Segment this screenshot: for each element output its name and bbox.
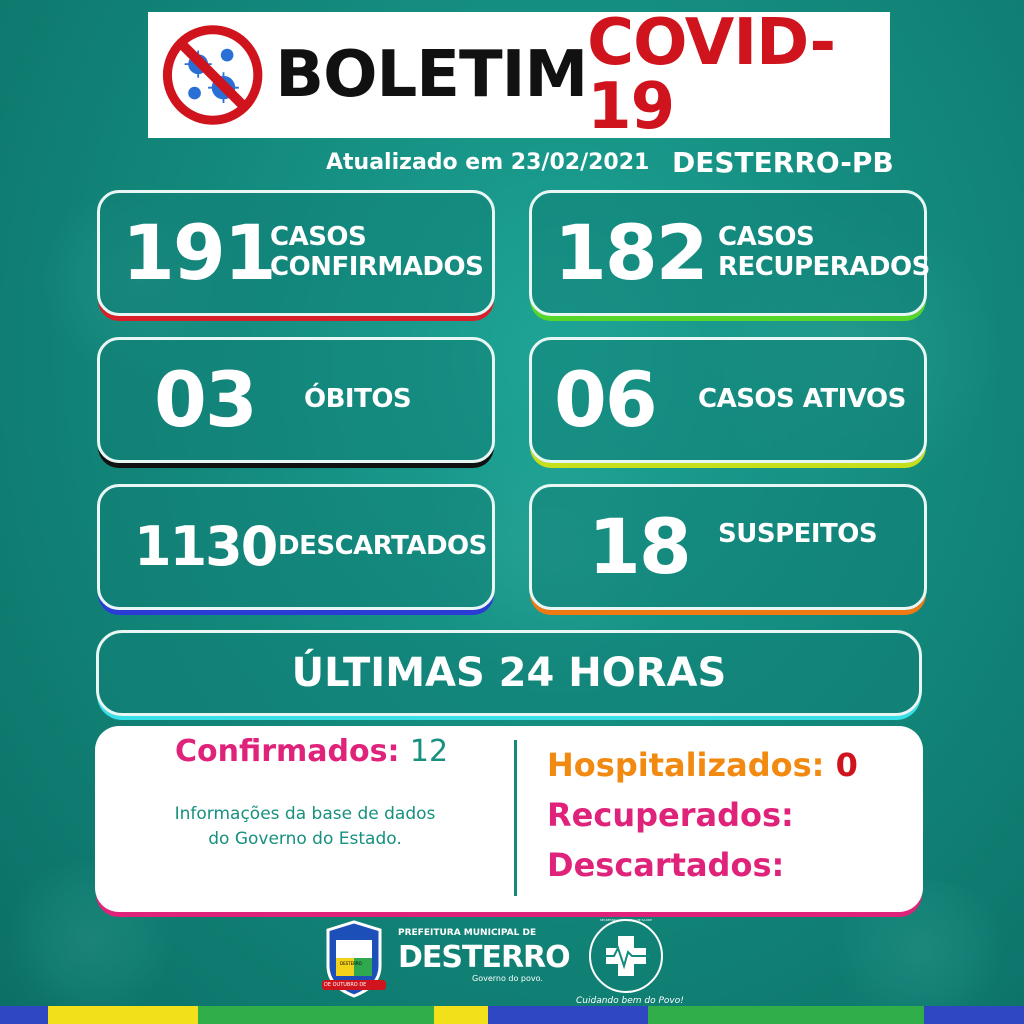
- card-deaths: [97, 337, 495, 463]
- suspects-label: SUSPEITOS: [718, 519, 878, 550]
- updated-date: Atualizado em 23/02/2021: [326, 150, 650, 175]
- hospitalized-label: Hospitalizados:: [547, 746, 825, 784]
- title-boletim: BOLETIM: [275, 38, 588, 112]
- secretaria-tagline: Cuidando bem do Povo!: [576, 996, 684, 1006]
- data-source-note: [135, 802, 475, 851]
- hospitalized-24h: [547, 746, 858, 784]
- confirmed-24h-label: Confirmados:: [175, 734, 400, 769]
- card-discarded: [97, 484, 495, 610]
- suspects-value: 18: [588, 502, 690, 591]
- municipal-crest-icon: [318, 920, 390, 1000]
- active-label: CASOS ATIVOS: [698, 384, 906, 415]
- active-value: 06: [554, 355, 656, 444]
- prefeitura-logo: [318, 920, 570, 1000]
- health-cross-icon: [580, 916, 672, 998]
- footer-stripe-yellow: [48, 1006, 198, 1024]
- confirmed-24h-value: 12: [409, 734, 449, 769]
- deaths-value: 03: [154, 355, 256, 444]
- footer-stripe-yellow: [434, 1006, 488, 1024]
- confirmed-label-line1: CASOS: [270, 222, 367, 253]
- secretaria-saude-logo: [576, 916, 684, 1008]
- card-confirmed: [97, 190, 495, 316]
- recovered-value: 182: [554, 208, 707, 297]
- prefeitura-line1: PREFEITURA MUNICIPAL DE: [398, 928, 537, 938]
- discarded-label: DESCARTADOS: [278, 531, 487, 562]
- footer-stripe-blue: [488, 1006, 648, 1024]
- recovered-label-line1: CASOS: [718, 222, 815, 253]
- confirmed-value: 191: [122, 208, 275, 297]
- header-banner: [148, 6, 890, 144]
- no-virus-icon: [162, 19, 263, 131]
- card-suspects: [529, 484, 927, 610]
- hospitalized-value: 0: [835, 746, 858, 784]
- crest-banner-text: DE OUTUBRO DE: [324, 982, 367, 988]
- footer-stripe-blue: [924, 1006, 1024, 1024]
- prefeitura-line2: DESTERRO: [398, 940, 570, 975]
- recovered-label: [718, 223, 930, 283]
- prefeitura-line3: Governo do povo.: [472, 974, 543, 983]
- city-name: DESTERRO-PB: [672, 146, 894, 179]
- secretaria-ring-text: SECRETARIA MUNICIPAL DE SAÚDE: [599, 918, 653, 922]
- data-source-line2: do Governo do Estado.: [208, 828, 402, 849]
- discarded-value: 1130: [134, 515, 277, 578]
- confirmed-label: [270, 223, 483, 283]
- discarded-24h-label: Descartados:: [547, 846, 785, 884]
- confirmed-24h: [175, 734, 448, 769]
- card-active: [529, 337, 927, 463]
- footer-stripe-blue: [0, 1006, 48, 1024]
- footer-stripe-green: [198, 1006, 434, 1024]
- footer-stripe-green: [648, 1006, 924, 1024]
- panel-divider: [514, 740, 517, 896]
- deaths-label: ÓBITOS: [304, 384, 412, 415]
- confirmed-label-line2: CONFIRMADOS: [270, 252, 484, 282]
- card-recovered: [529, 190, 930, 316]
- last-24-hours-title: ÚLTIMAS 24 HORAS: [96, 630, 922, 716]
- crest-city-text: DESTERRO: [340, 961, 362, 966]
- recovered-24h-label: Recuperados:: [547, 796, 794, 834]
- data-source-line1: Informações da base de dados: [174, 804, 436, 824]
- last-24-hours-panel: [95, 726, 923, 912]
- title-covid: COVID-19: [587, 6, 835, 144]
- recovered-label-line2: RECUPERADOS: [718, 252, 930, 282]
